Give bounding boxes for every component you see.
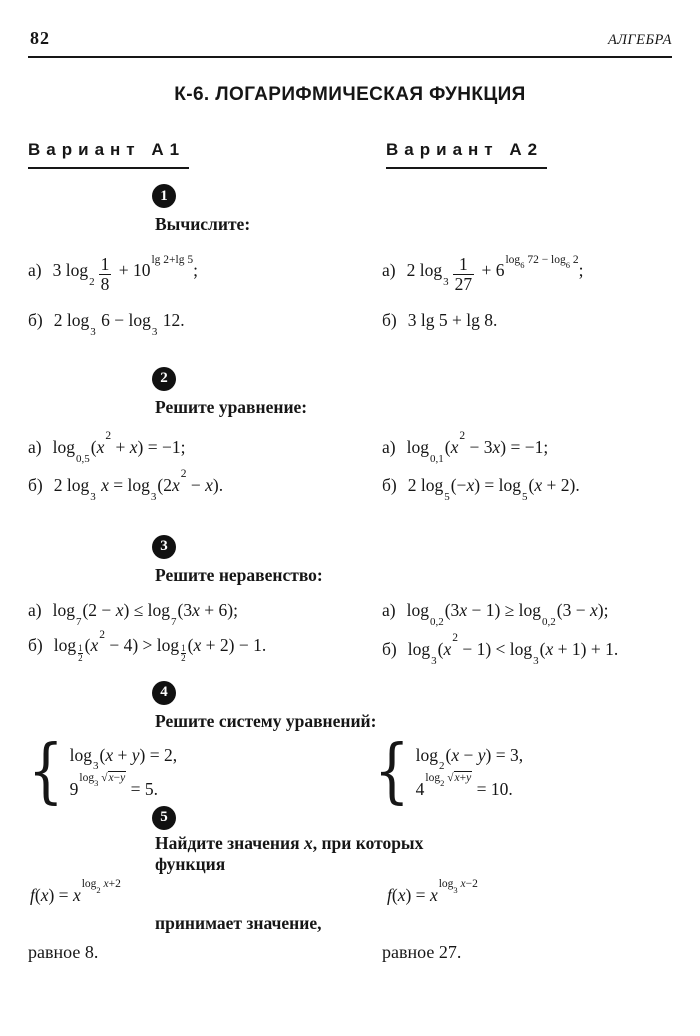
problem-3-right-b (352, 632, 700, 667)
problem-2-right-b-formula: 2 $\log_5(-x) = \log_5(x + 2)$. (407, 475, 580, 503)
page-header (30, 28, 672, 49)
problem-1-row-b (0, 306, 700, 336)
section-title: К-6. ЛОГАРИФМИЧЕСКАЯ ФУНКЦИЯ (174, 84, 526, 105)
problem-2-left-a (0, 430, 352, 465)
variant-headers (0, 140, 700, 169)
problem-5-instruction-line2: функция (155, 854, 226, 875)
problem-5-right-formula: $f(x) = x^{log_3 x-2}$ (387, 878, 478, 906)
item-label: а) (28, 437, 42, 458)
problem-2-left-a-formula: $\log_{0,5}(x^2 + x) = -1$; (52, 430, 186, 465)
problem-2-right-a (352, 430, 700, 465)
problem-3-left-b (0, 628, 352, 664)
problem-3-row-a (0, 596, 700, 626)
item-label: а) (382, 437, 396, 458)
problem-5-badge: 5 (152, 806, 176, 830)
problem-4-right-eq2: $4^{log_2 √x+y} = 10$. (415, 771, 513, 799)
problem-1-right-a-formula: 2 $\log_3$ $\frac{1}{27}$ + $6^{log_6 72 - log_6 2}$; (406, 253, 584, 295)
problem-5-tails (0, 942, 700, 963)
problem-4-right-system (352, 730, 700, 812)
problem-4-left-eq2: $9^{log_3 √x-y} = 5$. (69, 771, 158, 799)
item-label: б) (28, 310, 43, 331)
problem-1-right-b (352, 310, 700, 331)
problem-1-left-b-formula: 2 $\log_3 6 - \log_3 12$. (53, 310, 185, 338)
item-label: б) (28, 635, 43, 656)
item-label: б) (382, 310, 397, 331)
item-label: а) (382, 600, 396, 621)
item-label: а) (28, 600, 42, 621)
problem-3-left-a-formula: $\log_7(2 - x) \le \log_7(3x + 6)$; (52, 600, 238, 628)
item-label: а) (382, 260, 396, 281)
problem-4-left-eq1: $\log_3(x + y) = 2$, (69, 744, 178, 772)
variant-a2-header: Вариант А2 (386, 140, 547, 169)
problem-3-left-a (0, 600, 352, 628)
problem-4-badge: 4 (152, 681, 176, 705)
problem-1-instruction: Вычислите: (155, 214, 251, 234)
item-label: б) (382, 639, 397, 660)
variant-a1-header: Вариант А1 (28, 140, 189, 169)
problem-2-right-a-formula: $\log_{0,1}(x^2 - 3x) = -1$; (406, 430, 549, 465)
problem-1-left-a-formula: 3 $\log_2$ $\frac{1}{8}$ + $10^{lg 2+lg 5}$; (52, 253, 198, 295)
problem-5-left-tail: равное 8. (28, 942, 99, 963)
problem-1-right-a (352, 255, 700, 295)
problem-1-badge: 1 (152, 184, 176, 208)
problem-3-row-b (0, 628, 700, 667)
problem-3-instruction: Решите неравенство: (155, 564, 323, 585)
item-label: а) (28, 260, 42, 281)
problem-2-row-b (0, 470, 700, 502)
problem-3-left-b-formula: log $\frac{1}{2}$ $(x^2 - 4) > \log$ $\frac{1}{2}$ (x + 2) − 1. (53, 628, 267, 664)
problem-1-left-b (0, 310, 352, 338)
problem-2-left-b (0, 468, 352, 503)
problem-4-systems (0, 730, 700, 812)
problem-3-right-a (352, 600, 700, 628)
problem-2-row-a (0, 430, 700, 465)
system-brace: { (28, 730, 64, 812)
system-brace: { (374, 730, 410, 812)
item-label: б) (28, 475, 43, 496)
page-number: 82 (30, 28, 50, 48)
problem-1-left-a (0, 255, 352, 295)
problem-2-instruction: Решите уравнение: (155, 396, 308, 417)
problem-2-right-b (352, 475, 700, 503)
problem-5-formulas (0, 878, 700, 906)
problem-5-instruction-line1: Найдите значения x, при которых (155, 832, 424, 853)
problem-5-right-tail: равное 27. (382, 942, 462, 963)
problem-3-right-a-formula: $\log_{0,2}(3x - 1) \ge \log_{0,2}(3 - x)$; (406, 600, 609, 628)
problem-3-badge: 3 (152, 535, 176, 559)
problem-4-right-eq1: $\log_2(x - y) = 3$, (415, 744, 524, 772)
problem-4-left-system (0, 730, 352, 812)
problem-1-right-b-formula: 3 lg 5 + lg 8. (407, 310, 498, 331)
problem-5-left-formula: $f(x) = x^{log_2 x+2}$ (30, 878, 121, 906)
item-label: б) (382, 475, 397, 496)
problem-3-right-b-formula: $\log_3(x^2 - 1) < \log_3(x + 1) + 1$. (407, 632, 619, 667)
problem-4-instruction: Решите систему уравнений: (155, 710, 377, 731)
problem-2-badge: 2 (152, 367, 176, 391)
header-rule (28, 56, 672, 58)
running-title: АЛГЕБРА (608, 32, 672, 48)
problem-5-instruction-line3: принимает значение, (155, 913, 322, 934)
problem-1-row-a (0, 246, 700, 304)
problem-2-left-b-formula: 2 $\log_3 x = \log_3(2x^2 - x)$. (53, 468, 224, 503)
